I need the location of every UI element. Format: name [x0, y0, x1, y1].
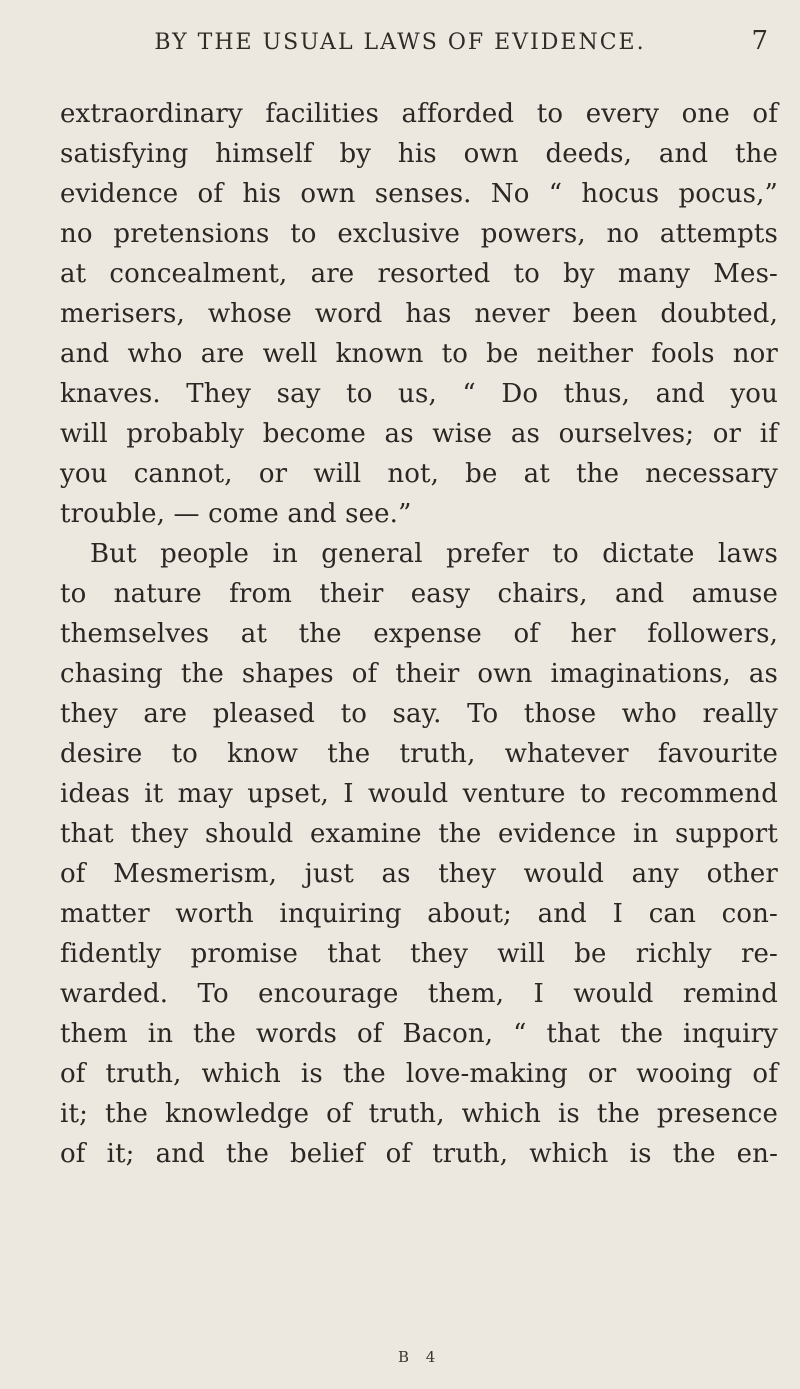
text-line: evidence of his own senses. No “ hocus pocus,” — [60, 179, 778, 209]
text-line: that they should examine the evidence in support — [60, 819, 778, 849]
text-line: it; the knowledge of truth, which is the presence — [60, 1099, 778, 1129]
signature-mark: B 4 — [398, 1348, 442, 1366]
text-line: But people in general prefer to dictate laws — [90, 539, 778, 569]
page-number: 7 — [751, 26, 768, 56]
text-line: of it; and the belief of truth, which is the en- — [60, 1139, 778, 1169]
running-header: BY THE USUAL LAWS OF EVIDENCE. — [154, 30, 646, 55]
text-line: they are pleased to say. To those who really — [60, 699, 778, 729]
text-line: warded. To encourage them, I would remind — [60, 979, 778, 1009]
text-line: extraordinary facilities afforded to every one of — [60, 99, 778, 129]
text-line: will probably become as wise as ourselves; or if — [60, 419, 778, 449]
text-line: them in the words of Bacon, “ that the inquiry — [60, 1019, 778, 1049]
text-line: of truth, which is the love-making or wooing of — [60, 1059, 778, 1089]
text-line: and who are well known to be neither fools nor — [60, 339, 778, 369]
text-line: satisfying himself by his own deeds, and the — [60, 139, 778, 169]
text-line: themselves at the expense of her followers, — [60, 619, 778, 649]
text-line: of Mesmerism, just as they would any other — [60, 859, 778, 889]
text-line: chasing the shapes of their own imaginations, as — [60, 659, 778, 689]
text-line: fidently promise that they will be richly re- — [60, 939, 778, 969]
text-line: trouble, — come and see.” — [60, 499, 412, 529]
text-line: you cannot, or will not, be at the necessary — [60, 459, 778, 489]
text-line: to nature from their easy chairs, and amuse — [60, 579, 778, 609]
text-line: merisers, whose word has never been doubted, — [60, 299, 778, 329]
body-text — [60, 94, 778, 1174]
text-line: knaves. They say to us, “ Do thus, and you — [60, 379, 778, 409]
text-line: at concealment, are resorted to by many Mes- — [60, 259, 778, 289]
text-line: no pretensions to exclusive powers, no attempts — [60, 219, 778, 249]
text-line: ideas it may upset, I would venture to recommend — [60, 779, 778, 809]
text-line: matter worth inquiring about; and I can con- — [60, 899, 778, 929]
text-line: desire to know the truth, whatever favourite — [60, 739, 778, 769]
